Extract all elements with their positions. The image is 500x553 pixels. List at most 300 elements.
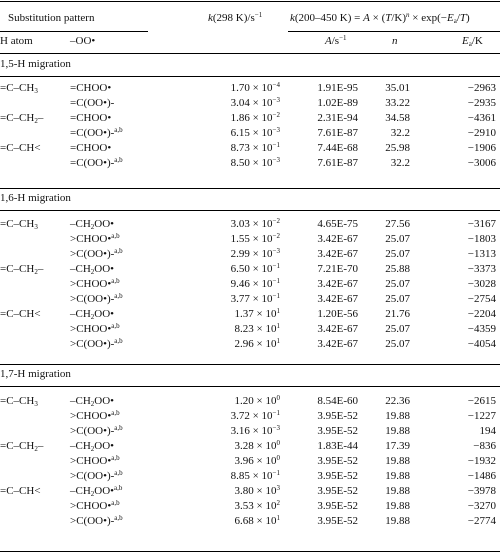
Ea-cell: −4361 bbox=[467, 112, 496, 124]
Ea-cell: −3167 bbox=[467, 218, 496, 230]
oo-text: =CHOO• bbox=[70, 82, 112, 94]
Ea-cell: −1932 bbox=[467, 455, 496, 467]
A-cell: 3.42E-67 bbox=[317, 338, 358, 350]
section-title-rule bbox=[0, 386, 500, 387]
Ea-cell: −4359 bbox=[467, 323, 496, 335]
oo-cell bbox=[70, 82, 111, 95]
A-cell: 7.61E-87 bbox=[317, 157, 358, 169]
table-row bbox=[0, 263, 500, 278]
oo-cell bbox=[70, 218, 114, 231]
oo-tail: OO• bbox=[94, 395, 115, 407]
k298-mantissa: 2.96 bbox=[234, 338, 254, 350]
Ea-cell: −1486 bbox=[467, 470, 496, 482]
h-atom-sub: 3 bbox=[34, 87, 38, 95]
k298-mantissa: 8.50 bbox=[230, 157, 250, 169]
k298-exponent: 1 bbox=[276, 514, 280, 522]
k298-times: × 10 bbox=[253, 485, 277, 497]
k298-cell bbox=[180, 127, 280, 140]
k298-times: × 10 bbox=[249, 248, 273, 260]
oo-footnote: a,b bbox=[114, 156, 123, 164]
A-cell: 3.95E-52 bbox=[317, 470, 358, 482]
h-atom-tail: – bbox=[37, 263, 44, 275]
A-cell: 3.95E-52 bbox=[317, 485, 358, 497]
A-cell: 7.44E-68 bbox=[317, 142, 358, 154]
k298-mantissa: 3.53 bbox=[234, 500, 254, 512]
k298-times: × 10 bbox=[249, 112, 273, 124]
table-row bbox=[0, 248, 500, 263]
table-row bbox=[0, 293, 500, 308]
k298-exponent: 2 bbox=[276, 499, 280, 507]
A-cell: 3.42E-67 bbox=[317, 323, 358, 335]
oo-cell bbox=[70, 485, 122, 498]
A-cell: 1.91E-95 bbox=[317, 82, 358, 94]
table-row bbox=[0, 97, 500, 112]
oo-text: –CH bbox=[70, 485, 91, 497]
k298-times: × 10 bbox=[249, 157, 273, 169]
table-row bbox=[0, 82, 500, 97]
oo-text: >CHOO• bbox=[70, 278, 112, 290]
k298-exponent: −2 bbox=[272, 232, 280, 240]
h-atom-sub: 2 bbox=[34, 117, 38, 125]
n-cell: 33.22 bbox=[385, 97, 410, 109]
k298-times: × 10 bbox=[253, 395, 277, 407]
oo-footnote: a,b bbox=[114, 469, 123, 477]
n-cell: 19.88 bbox=[385, 410, 410, 422]
k298-cell bbox=[180, 97, 280, 110]
k298-cell bbox=[180, 440, 280, 453]
h-atom-cell bbox=[0, 142, 41, 155]
k298-cell bbox=[180, 515, 280, 528]
k298-times: × 10 bbox=[249, 263, 273, 275]
h-atom-sub: 2 bbox=[34, 268, 38, 276]
k298-exponent: −4 bbox=[272, 81, 280, 89]
k298-mantissa: 1.37 bbox=[234, 308, 254, 320]
h-atom-cell bbox=[0, 218, 38, 231]
n-cell: 21.76 bbox=[385, 308, 410, 320]
oo-cell bbox=[70, 425, 123, 438]
oo-text: >C(OO•)- bbox=[70, 515, 115, 527]
k298-exponent: −3 bbox=[272, 424, 280, 432]
oo-text: =CHOO• bbox=[70, 112, 112, 124]
n-cell: 25.88 bbox=[385, 263, 410, 275]
h-atom-cell bbox=[0, 440, 43, 453]
oo-footnote: a,b bbox=[111, 322, 120, 330]
oo-tail: OO• bbox=[94, 485, 115, 497]
header-k298: k(298 $K)/s^{-1}$ bbox=[208, 11, 263, 24]
k298-exponent: 1 bbox=[276, 307, 280, 315]
k298-times: × 10 bbox=[253, 500, 277, 512]
k298-mantissa: 3.77 bbox=[230, 293, 250, 305]
oo-cell bbox=[70, 233, 120, 246]
oo-cell bbox=[70, 500, 120, 513]
oo-footnote: a,b bbox=[114, 337, 123, 345]
k298-cell bbox=[180, 218, 280, 231]
header-h-atom: H atom bbox=[0, 35, 33, 47]
k298-times: × 10 bbox=[249, 127, 273, 139]
k298-exponent: 3 bbox=[276, 484, 280, 492]
table-row bbox=[0, 485, 500, 500]
h-atom-text: =C–CH bbox=[0, 395, 35, 407]
h-atom-sub: 3 bbox=[34, 400, 38, 408]
A-cell: 3.42E-67 bbox=[317, 278, 358, 290]
oo-text: >CHOO• bbox=[70, 410, 112, 422]
oo-tail: OO• bbox=[94, 440, 115, 452]
header-A-unit: $A/s^{-1}$ bbox=[325, 34, 347, 47]
oo-text: =C(OO•)- bbox=[70, 97, 115, 109]
table-row bbox=[0, 142, 500, 157]
header-n: n bbox=[392, 35, 398, 47]
table-row bbox=[0, 233, 500, 248]
header-hairline-left bbox=[0, 31, 148, 32]
section-title: 1,5-H migration bbox=[0, 58, 71, 70]
n-cell: 25.07 bbox=[385, 278, 410, 290]
oo-cell bbox=[70, 248, 123, 261]
oo-footnote: a,b bbox=[111, 454, 120, 462]
oo-sub: 2 bbox=[90, 268, 95, 276]
k298-exponent: 0 bbox=[276, 454, 280, 462]
k298-cell bbox=[180, 323, 280, 336]
n-cell: 17.39 bbox=[385, 440, 410, 452]
k298-exponent: −3 bbox=[272, 247, 280, 255]
k298-exponent: −2 bbox=[272, 217, 280, 225]
oo-cell bbox=[70, 308, 114, 321]
k298-cell bbox=[180, 142, 280, 155]
Ea-cell: −2963 bbox=[467, 82, 496, 94]
bottom-rule bbox=[0, 551, 500, 552]
n-cell: 32.2 bbox=[390, 157, 410, 169]
k298-mantissa: 3.96 bbox=[234, 455, 254, 467]
oo-footnote: a,b bbox=[114, 292, 123, 300]
header-hairline-right bbox=[288, 31, 500, 32]
header-bottom-rule bbox=[0, 53, 500, 54]
A-cell: 3.42E-67 bbox=[317, 293, 358, 305]
k298-cell bbox=[180, 500, 280, 513]
k298-cell bbox=[180, 308, 280, 321]
oo-sub: 2 bbox=[90, 313, 95, 321]
n-cell: 25.98 bbox=[385, 142, 410, 154]
oo-cell bbox=[70, 440, 114, 453]
oo-footnote: a,b bbox=[111, 277, 120, 285]
h-atom-text: =C–CH< bbox=[0, 308, 41, 320]
k298-exponent: −2 bbox=[272, 111, 280, 119]
Ea-cell: −2910 bbox=[467, 127, 496, 139]
oo-cell bbox=[70, 323, 120, 336]
A-cell: 3.95E-52 bbox=[317, 425, 358, 437]
Ea-cell: −3373 bbox=[467, 263, 496, 275]
header-oo: –OO• bbox=[70, 35, 96, 47]
oo-cell bbox=[70, 470, 123, 483]
h-atom-text: =C–CH bbox=[0, 112, 35, 124]
table-row bbox=[0, 218, 500, 233]
n-cell: 27.56 bbox=[385, 218, 410, 230]
k298-times: × 10 bbox=[249, 293, 273, 305]
oo-text: >C(OO•)- bbox=[70, 248, 115, 260]
h-atom-text: =C–CH bbox=[0, 82, 35, 94]
n-cell: 25.07 bbox=[385, 338, 410, 350]
k298-cell bbox=[180, 425, 280, 438]
oo-cell bbox=[70, 278, 120, 291]
section-title: 1,6-H migration bbox=[0, 192, 71, 204]
h-atom-sub: 3 bbox=[34, 223, 38, 231]
oo-cell bbox=[70, 127, 123, 140]
k298-times: × 10 bbox=[249, 82, 273, 94]
A-cell: 3.95E-52 bbox=[317, 410, 358, 422]
n-cell: 19.88 bbox=[385, 500, 410, 512]
header-substitution-pattern: Substitution pattern bbox=[8, 12, 95, 24]
k298-times: × 10 bbox=[253, 338, 277, 350]
k298-cell bbox=[180, 82, 280, 95]
k298-mantissa: 8.23 bbox=[234, 323, 254, 335]
Ea-cell: −1803 bbox=[467, 233, 496, 245]
Ea-cell: −1227 bbox=[467, 410, 496, 422]
oo-cell bbox=[70, 112, 111, 125]
oo-text: –CH bbox=[70, 263, 91, 275]
n-cell: 25.07 bbox=[385, 233, 410, 245]
k298-mantissa: 6.50 bbox=[230, 263, 250, 275]
n-cell: 19.88 bbox=[385, 470, 410, 482]
k298-mantissa: 8.73 bbox=[230, 142, 250, 154]
oo-text: >C(OO•)- bbox=[70, 425, 115, 437]
k298-mantissa: 3.16 bbox=[230, 425, 250, 437]
oo-text: >C(OO•)- bbox=[70, 470, 115, 482]
Ea-cell: −3270 bbox=[467, 500, 496, 512]
oo-cell bbox=[70, 395, 114, 408]
k298-cell bbox=[180, 410, 280, 423]
oo-text: >CHOO• bbox=[70, 455, 112, 467]
k298-times: × 10 bbox=[249, 233, 273, 245]
k298-times: × 10 bbox=[249, 142, 273, 154]
k298-mantissa: 1.20 bbox=[234, 395, 254, 407]
oo-sub: 2 bbox=[90, 490, 95, 498]
n-cell: 19.88 bbox=[385, 515, 410, 527]
n-cell: 19.88 bbox=[385, 425, 410, 437]
table-row bbox=[0, 338, 500, 353]
table-row bbox=[0, 500, 500, 515]
k298-exponent: −1 bbox=[272, 292, 280, 300]
oo-footnote: a,b bbox=[114, 514, 123, 522]
h-atom-tail: – bbox=[37, 440, 44, 452]
Ea-cell: −1906 bbox=[467, 142, 496, 154]
Ea-cell: −2615 bbox=[467, 395, 496, 407]
h-atom-text: =C–CH bbox=[0, 218, 35, 230]
oo-text: –CH bbox=[70, 308, 91, 320]
k298-mantissa: 3.03 bbox=[230, 218, 250, 230]
k298-times: × 10 bbox=[249, 278, 273, 290]
oo-text: =CHOO• bbox=[70, 142, 112, 154]
oo-text: >C(OO•)- bbox=[70, 338, 115, 350]
k298-cell bbox=[180, 263, 280, 276]
Ea-cell: −4054 bbox=[467, 338, 496, 350]
k298-exponent: 0 bbox=[276, 439, 280, 447]
k298-cell bbox=[180, 157, 280, 170]
k298-cell bbox=[180, 278, 280, 291]
h-atom-cell bbox=[0, 395, 38, 408]
k298-mantissa: 1.55 bbox=[230, 233, 250, 245]
oo-footnote: a,b bbox=[114, 126, 123, 134]
h-atom-cell bbox=[0, 308, 41, 321]
A-cell: 7.61E-87 bbox=[317, 127, 358, 139]
A-cell: 1.02E-89 bbox=[317, 97, 358, 109]
k298-exponent: −1 bbox=[272, 469, 280, 477]
table-row bbox=[0, 455, 500, 470]
section-rule bbox=[0, 188, 500, 189]
oo-text: >CHOO• bbox=[70, 233, 112, 245]
oo-cell bbox=[70, 455, 120, 468]
section-title-rule bbox=[0, 76, 500, 77]
n-cell: 35.01 bbox=[385, 82, 410, 94]
oo-cell bbox=[70, 97, 114, 110]
k298-times: × 10 bbox=[249, 410, 273, 422]
n-cell: 25.07 bbox=[385, 293, 410, 305]
Ea-cell: −1313 bbox=[467, 248, 496, 260]
oo-footnote: a,b bbox=[114, 424, 123, 432]
n-cell: 25.07 bbox=[385, 323, 410, 335]
Ea-cell: −2754 bbox=[467, 293, 496, 305]
k298-cell bbox=[180, 455, 280, 468]
table-row bbox=[0, 127, 500, 142]
k298-mantissa: 6.68 bbox=[234, 515, 254, 527]
oo-text: =C(OO•)- bbox=[70, 157, 115, 169]
oo-cell bbox=[70, 263, 114, 276]
oo-text: >CHOO• bbox=[70, 323, 112, 335]
table-row bbox=[0, 440, 500, 455]
k298-exponent: −3 bbox=[272, 126, 280, 134]
k298-exponent: −1 bbox=[272, 277, 280, 285]
oo-cell bbox=[70, 515, 123, 528]
k298-cell bbox=[180, 293, 280, 306]
oo-sub: 2 bbox=[90, 445, 95, 453]
k298-times: × 10 bbox=[249, 470, 273, 482]
table-row bbox=[0, 395, 500, 410]
h-atom-cell bbox=[0, 112, 43, 125]
n-cell: 22.36 bbox=[385, 395, 410, 407]
A-cell: 7.21E-70 bbox=[317, 263, 358, 275]
k298-exponent: −1 bbox=[272, 262, 280, 270]
oo-tail: OO• bbox=[94, 263, 115, 275]
oo-text: >CHOO• bbox=[70, 500, 112, 512]
oo-footnote: a,b bbox=[111, 499, 120, 507]
A-cell: 3.42E-67 bbox=[317, 248, 358, 260]
oo-footnote: a,b bbox=[114, 484, 123, 492]
oo-text: >C(OO•)- bbox=[70, 293, 115, 305]
k298-exponent: −1 bbox=[272, 409, 280, 417]
k298-cell bbox=[180, 395, 280, 408]
Ea-cell: −3028 bbox=[467, 278, 496, 290]
top-rule bbox=[0, 1, 500, 2]
h-atom-text: =C–CH< bbox=[0, 485, 41, 497]
A-cell: 3.95E-52 bbox=[317, 455, 358, 467]
k298-mantissa: 9.46 bbox=[230, 278, 250, 290]
k298-exponent: −3 bbox=[272, 156, 280, 164]
section-rule bbox=[0, 364, 500, 365]
k298-mantissa: 3.28 bbox=[234, 440, 254, 452]
k298-cell bbox=[180, 248, 280, 261]
oo-cell bbox=[70, 157, 123, 170]
A-cell: 3.95E-52 bbox=[317, 500, 358, 512]
Ea-cell: −2774 bbox=[467, 515, 496, 527]
k298-times: × 10 bbox=[253, 515, 277, 527]
table-row bbox=[0, 425, 500, 440]
h-atom-tail: – bbox=[37, 112, 44, 124]
oo-cell bbox=[70, 293, 123, 306]
table-row bbox=[0, 278, 500, 293]
k298-mantissa: 2.99 bbox=[230, 248, 250, 260]
oo-footnote: a,b bbox=[114, 247, 123, 255]
k298-times: × 10 bbox=[249, 97, 273, 109]
k298-mantissa: 3.72 bbox=[230, 410, 250, 422]
h-atom-text: =C–CH bbox=[0, 263, 35, 275]
A-cell: 2.31E-94 bbox=[317, 112, 358, 124]
oo-cell bbox=[70, 142, 111, 155]
k298-exponent: 1 bbox=[276, 337, 280, 345]
k298-mantissa: 8.85 bbox=[230, 470, 250, 482]
oo-text: –CH bbox=[70, 440, 91, 452]
k298-mantissa: 1.86 bbox=[230, 112, 250, 124]
k298-cell bbox=[180, 485, 280, 498]
oo-text: –CH bbox=[70, 218, 91, 230]
k298-exponent: 0 bbox=[276, 394, 280, 402]
oo-cell bbox=[70, 338, 123, 351]
k298-mantissa: 6.15 bbox=[230, 127, 250, 139]
k298-exponent: −1 bbox=[272, 141, 280, 149]
k298-times: × 10 bbox=[249, 218, 273, 230]
A-cell: 1.20E-56 bbox=[317, 308, 358, 320]
k298-mantissa: 1.70 bbox=[230, 82, 250, 94]
k298-times: × 10 bbox=[253, 455, 277, 467]
table-row bbox=[0, 157, 500, 172]
oo-text: =C(OO•)- bbox=[70, 127, 115, 139]
table-row bbox=[0, 515, 500, 530]
n-cell: 19.88 bbox=[385, 455, 410, 467]
h-atom-cell bbox=[0, 263, 43, 276]
k298-times: × 10 bbox=[253, 323, 277, 335]
A-cell: 3.95E-52 bbox=[317, 515, 358, 527]
table-row bbox=[0, 112, 500, 127]
A-cell: 8.54E-60 bbox=[317, 395, 358, 407]
n-cell: 19.88 bbox=[385, 485, 410, 497]
A-cell: 1.83E-44 bbox=[317, 440, 358, 452]
n-cell: 25.07 bbox=[385, 248, 410, 260]
Ea-cell: −836 bbox=[473, 440, 496, 452]
h-atom-text: =C–CH< bbox=[0, 142, 41, 154]
section-title-rule bbox=[0, 210, 500, 211]
k298-cell bbox=[180, 470, 280, 483]
k298-exponent: −3 bbox=[272, 96, 280, 104]
header-k-range: k(200–450 $K) = A \times (T/K)^n \times \exp(-E_a/T)$ bbox=[290, 11, 470, 25]
h-atom-cell bbox=[0, 82, 38, 95]
oo-tail: OO• bbox=[94, 218, 115, 230]
table-row bbox=[0, 470, 500, 485]
k298-cell bbox=[180, 233, 280, 246]
k298-exponent: 1 bbox=[276, 322, 280, 330]
h-atom-cell bbox=[0, 485, 41, 498]
oo-footnote: a,b bbox=[111, 232, 120, 240]
Ea-cell: −3006 bbox=[467, 157, 496, 169]
h-atom-sub: 2 bbox=[34, 445, 38, 453]
section-title: 1,7-H migration bbox=[0, 368, 71, 380]
n-cell: 34.58 bbox=[385, 112, 410, 124]
n-cell: 32.2 bbox=[390, 127, 410, 139]
oo-text: –CH bbox=[70, 395, 91, 407]
A-cell: 3.42E-67 bbox=[317, 233, 358, 245]
k298-times: × 10 bbox=[253, 308, 277, 320]
Ea-cell: 194 bbox=[479, 425, 496, 437]
header-Ea: $E_a/K$ bbox=[462, 35, 483, 48]
k298-times: × 10 bbox=[253, 440, 277, 452]
k298-cell bbox=[180, 338, 280, 351]
Ea-cell: −2204 bbox=[467, 308, 496, 320]
k298-cell bbox=[180, 112, 280, 125]
